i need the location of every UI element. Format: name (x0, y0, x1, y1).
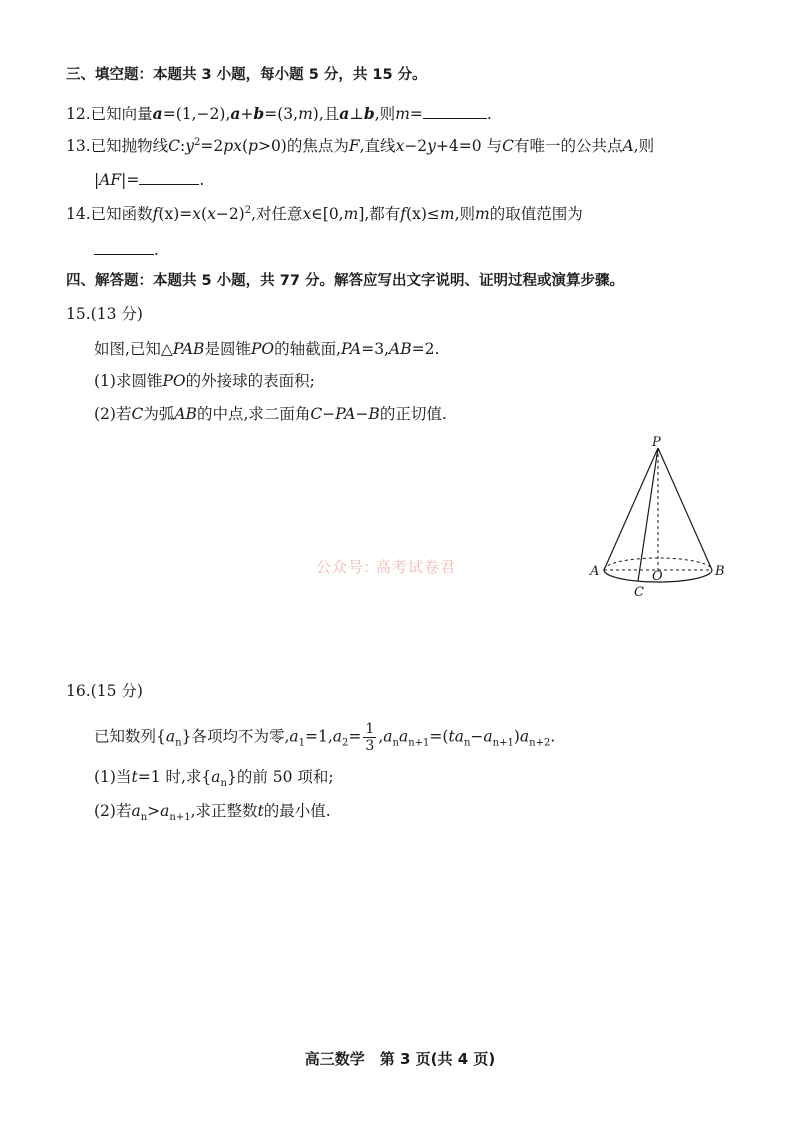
cone-edge-PA (604, 448, 658, 570)
question-14: 14.已知函数$f(x)=x(x-2)^2$,对任意x∈[0,m],都有f(x)≤m,则m的取值范围为 (66, 205, 583, 224)
section4-heading: 四、解答题：本题共 5 小题，共 77 分。解答应写出文字说明、证明过程或演算步骤。 (66, 273, 624, 289)
answer-blank-13[interactable] (139, 170, 199, 185)
question-16-part2: (2)若$a_n>a_{n+1}$,求正整数t的最小值. (94, 802, 331, 824)
cone-edge-PB (658, 448, 712, 570)
question-16-stem: 已知数列$\{a_n\}$各项均不为零$,a_1=1,a_2=$ $\frac{1}{3}$ $,a_na_{n+1}=(ta_n-a_{n+1})a_{n+2}$. (94, 721, 556, 754)
question-15-stem: 如图,已知△PAB是圆锥PO的轴截面,PA=3,AB=2. (94, 340, 440, 358)
answer-blank-12[interactable] (423, 104, 487, 119)
label-O: O (652, 569, 663, 584)
answer-blank-14[interactable] (94, 240, 154, 255)
label-B: B (715, 564, 725, 579)
question-16-part1: (1)当t=1 时,求$\{a_n\}$的前 50 项和; (94, 768, 334, 790)
question-12: 12.已知向量a=(1,−2),a+b=(3,m),且a⊥b,则m= . (66, 104, 492, 123)
question-13-answer-line: |AF|= . (94, 171, 205, 189)
question-13: 13.已知抛物线$C:y^2=2px(p>0)$的焦点为F,直线x−2y+4=0 与C有唯一的公共点A,则 (66, 137, 655, 156)
watermark: 公众号: 高考试卷君 (316, 558, 456, 576)
question-15-part2: (2)若C为弧AB的中点,求二面角C−PA−B的正切值. (94, 405, 447, 423)
label-P: P (652, 436, 661, 450)
fraction-one-third: $\frac{1}{3}$ (365, 721, 375, 754)
question-14-answer-line: . (94, 240, 159, 259)
label-A: A (590, 564, 600, 579)
question-15-header: 15.(13 分) (66, 305, 143, 323)
page-footer: 高三数学 第 3 页(共 4 页) (304, 1050, 496, 1068)
question-16-header: 16.(15 分) (66, 682, 143, 700)
cone-figure (588, 436, 738, 604)
section3-heading: 三、填空题：本题共 3 小题，每小题 5 分，共 15 分。 (66, 67, 427, 83)
label-C: C (634, 585, 644, 600)
question-15-part1: (1)求圆锥PO的外接球的表面积; (94, 372, 315, 390)
cone-edge-PC (638, 448, 658, 581)
